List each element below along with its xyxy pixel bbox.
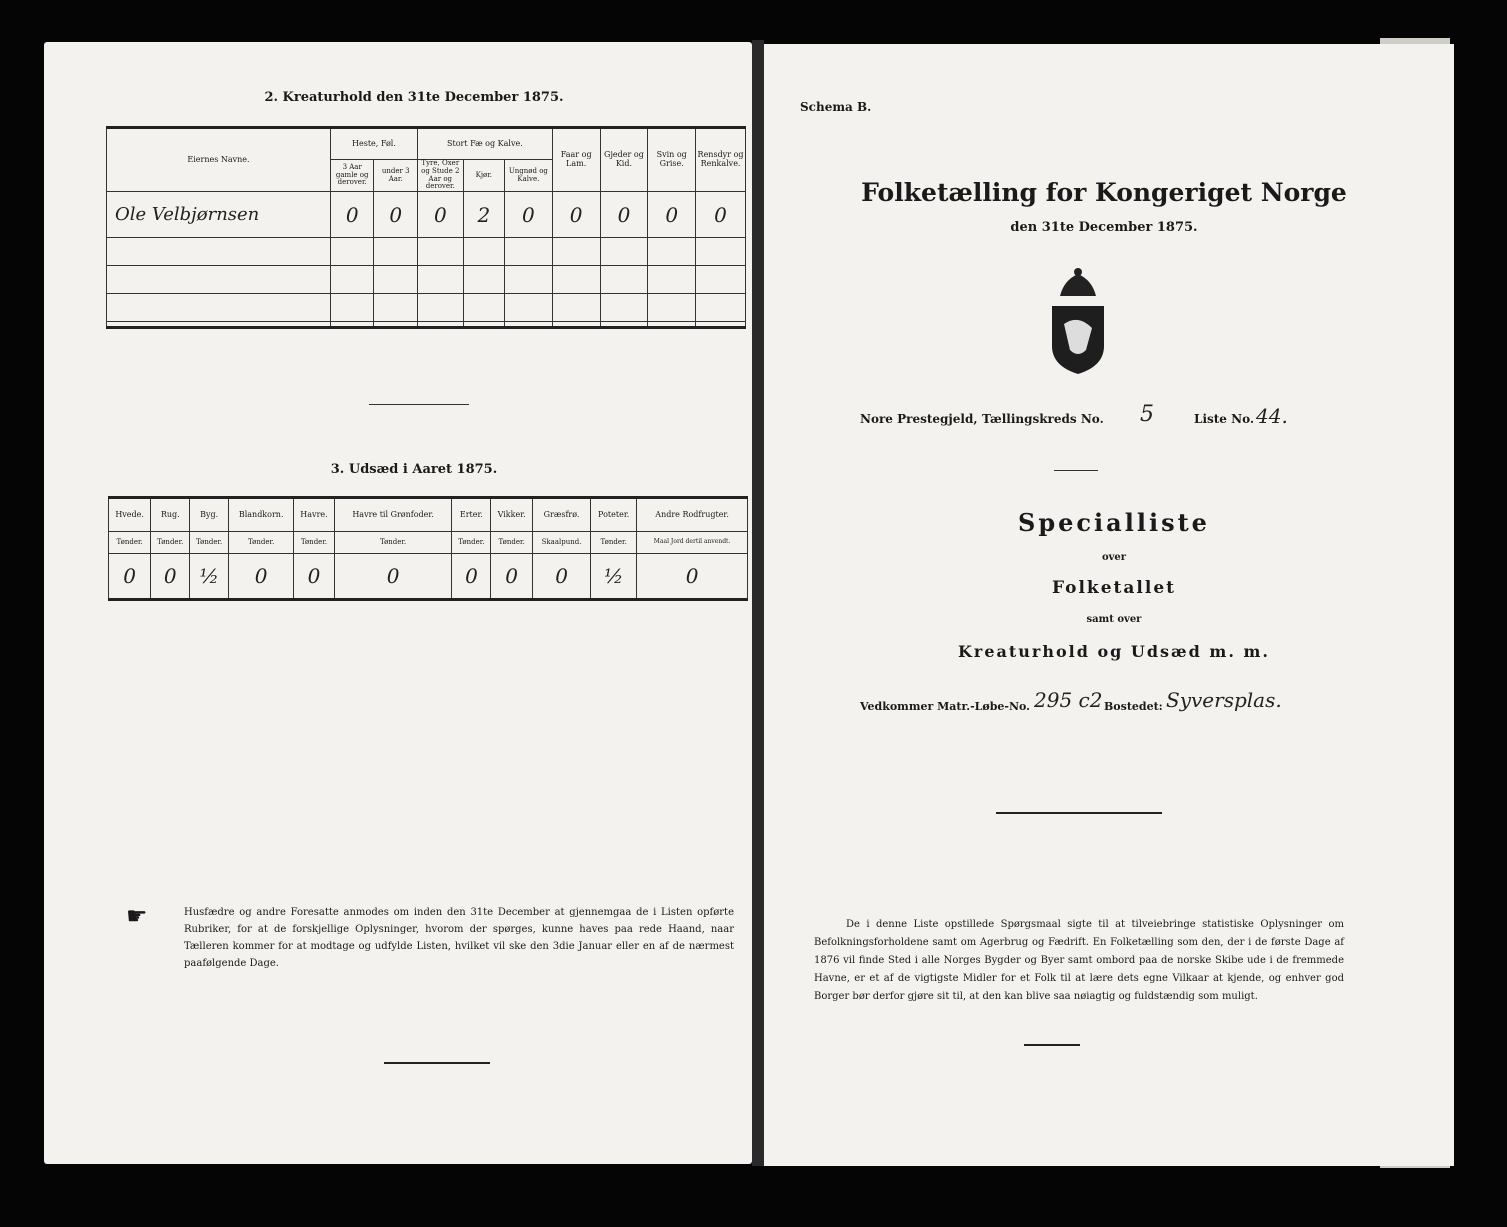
kreds-label: Tællingskreds No. xyxy=(982,412,1104,426)
livestock-value: 0 xyxy=(330,192,374,238)
livestock-value: 0 xyxy=(696,192,746,238)
seed-table xyxy=(108,496,748,601)
seed-value: 0 xyxy=(109,554,151,600)
left-page xyxy=(44,42,752,1164)
seed-unit: Tønder. xyxy=(491,532,533,554)
livestock-value: 0 xyxy=(417,192,463,238)
bosted-value: Syversplas. xyxy=(1166,688,1282,712)
owner-header: Eiernes Navne. xyxy=(107,128,331,192)
group-heste: Heste, Føl. xyxy=(330,128,417,160)
seed-value: 0 xyxy=(334,554,452,600)
seed-col-header: Hvede. xyxy=(109,498,151,532)
seed-value: 0 xyxy=(491,554,533,600)
schema-label: Schema B. xyxy=(800,100,872,114)
coat-of-arms-icon xyxy=(1042,266,1114,376)
col-ungnod: Ungnød og Kalve. xyxy=(505,160,553,192)
liste-label: Liste No. xyxy=(1194,412,1255,426)
seed-col-header: Blandkorn. xyxy=(229,498,294,532)
col-kjor: Kjør. xyxy=(463,160,504,192)
seed-col-header: Poteter. xyxy=(591,498,637,532)
livestock-table xyxy=(106,126,746,329)
seed-unit: Tønder. xyxy=(452,532,491,554)
livestock-value: 0 xyxy=(505,192,553,238)
seed-value: 0 xyxy=(229,554,294,600)
seed-unit: Maal Jord dertil anvendt. xyxy=(637,532,748,554)
seed-unit: Tønder. xyxy=(229,532,294,554)
empty-row xyxy=(107,266,746,294)
col-tyre: Tyre, Oxer og Stude 2 Aar og derover. xyxy=(417,160,463,192)
seed-unit: Tønder. xyxy=(109,532,151,554)
col-heste-old: 3 Aar gamle og derover. xyxy=(330,160,374,192)
empty-row xyxy=(107,322,746,328)
samt-over-text: samt over xyxy=(1086,614,1142,625)
seed-unit: Tønder. xyxy=(151,532,190,554)
seed-heading: 3. Udsæd i Aaret 1875. xyxy=(330,462,498,477)
matr-label: Vedkommer Matr.-Løbe-No. xyxy=(860,700,1030,713)
footer-text: De i denne Liste opstillede Spørgsmaal sigte til at tilveiebringe statistiske Oplysninger om Befolkningsforholdene samt om Agerbrug og Fædrift. En Folketælling som den, der i de første Dage af 1876 vil finde Sted i alle Norges Bygder og Byer samt ombord paa de norske Skibe ude i de fremmede Havne, er et af de vigtigste Midler for et Folk til at lære dets egne Vilkaar at kjende, og enhver god Borger bør derfor gjøre sit til, at den kan blive saa nøiagtig og fuldstændig som muligt. xyxy=(814,919,1344,1002)
col-heste-young: under 3 Aar. xyxy=(374,160,418,192)
binding-gutter xyxy=(752,40,764,1166)
notice-text: Husfædre og andre Foresatte anmodes om inden den 31te December at gjennemgaa de i Listen opførte Rubriker, for at de forskjellige Oplysninger, hvorom der spørges, kunne haves paa rede Haand, naar Tælleren kommer for at modtage og udfylde Listen, hvilket vil ske den 3die Januar eller en af de nærmest paafølgende Dage. xyxy=(184,907,734,969)
livestock-value: 0 xyxy=(600,192,648,238)
empty-row xyxy=(107,294,746,322)
bosted-label: Bostedet: xyxy=(1104,700,1163,713)
livestock-value: 2 xyxy=(463,192,504,238)
group-stort: Stort Fæ og Kalve. xyxy=(417,128,552,160)
separator-line xyxy=(1054,470,1098,471)
livestock-value: 0 xyxy=(648,192,696,238)
seed-value: 0 xyxy=(532,554,590,600)
seed-unit: Tønder. xyxy=(294,532,334,554)
seed-value: 0 xyxy=(151,554,190,600)
col-faar: Faar og Lam. xyxy=(552,128,600,192)
seed-col-header: Havre til Grønfoder. xyxy=(334,498,452,532)
col-gjeder: Gjeder og Kid. xyxy=(600,128,648,192)
kreaturhold-heading: Kreaturhold og Udsæd m. m. xyxy=(958,642,1270,661)
empty-row xyxy=(107,238,746,266)
livestock-value: 0 xyxy=(374,192,418,238)
seed-col-header: Rug. xyxy=(151,498,190,532)
seed-value: 0 xyxy=(637,554,748,600)
specialliste-heading: Specialliste xyxy=(1018,508,1210,537)
seed-col-header: Havre. xyxy=(294,498,334,532)
prestegjeld-label: Nore Prestegjeld, xyxy=(860,412,978,426)
folketallet-heading: Folketallet xyxy=(1052,578,1176,598)
separator-line xyxy=(369,404,469,405)
matr-value: 295 c2 xyxy=(1034,688,1103,712)
seed-unit: Tønder. xyxy=(591,532,637,554)
seed-unit: Tønder. xyxy=(190,532,229,554)
separator-line xyxy=(996,812,1162,814)
separator-line xyxy=(1024,1044,1080,1046)
seed-col-header: Andre Rodfrugter. xyxy=(637,498,748,532)
seed-col-header: Erter. xyxy=(452,498,491,532)
seed-col-header: Vikker. xyxy=(491,498,533,532)
seed-value: ½ xyxy=(190,554,229,600)
seed-value: ½ xyxy=(591,554,637,600)
seed-col-header: Græsfrø. xyxy=(532,498,590,532)
seed-value: 0 xyxy=(452,554,491,600)
col-svin: Svin og Grise. xyxy=(648,128,696,192)
separator-line xyxy=(384,1062,490,1064)
pointing-hand-icon: ☛ xyxy=(126,902,148,930)
kreds-value: 5 xyxy=(1140,402,1154,427)
owner-name-cell: Ole Velbjørnsen xyxy=(107,192,331,238)
col-rensdyr: Rensdyr og Renkalve. xyxy=(696,128,746,192)
right-page xyxy=(764,44,1454,1166)
main-title: Folketælling for Kongeriget Norge xyxy=(861,178,1347,207)
seed-unit: Tønder. xyxy=(334,532,452,554)
seed-value: 0 xyxy=(294,554,334,600)
seed-unit: Skaalpund. xyxy=(532,532,590,554)
over-text: over xyxy=(1101,552,1127,563)
seed-col-header: Byg. xyxy=(190,498,229,532)
livestock-value: 0 xyxy=(552,192,600,238)
liste-value: 44. xyxy=(1256,404,1288,428)
livestock-heading: 2. Kreaturhold den 31te December 1875. xyxy=(264,90,564,105)
title-date: den 31te December 1875. xyxy=(1010,220,1198,235)
